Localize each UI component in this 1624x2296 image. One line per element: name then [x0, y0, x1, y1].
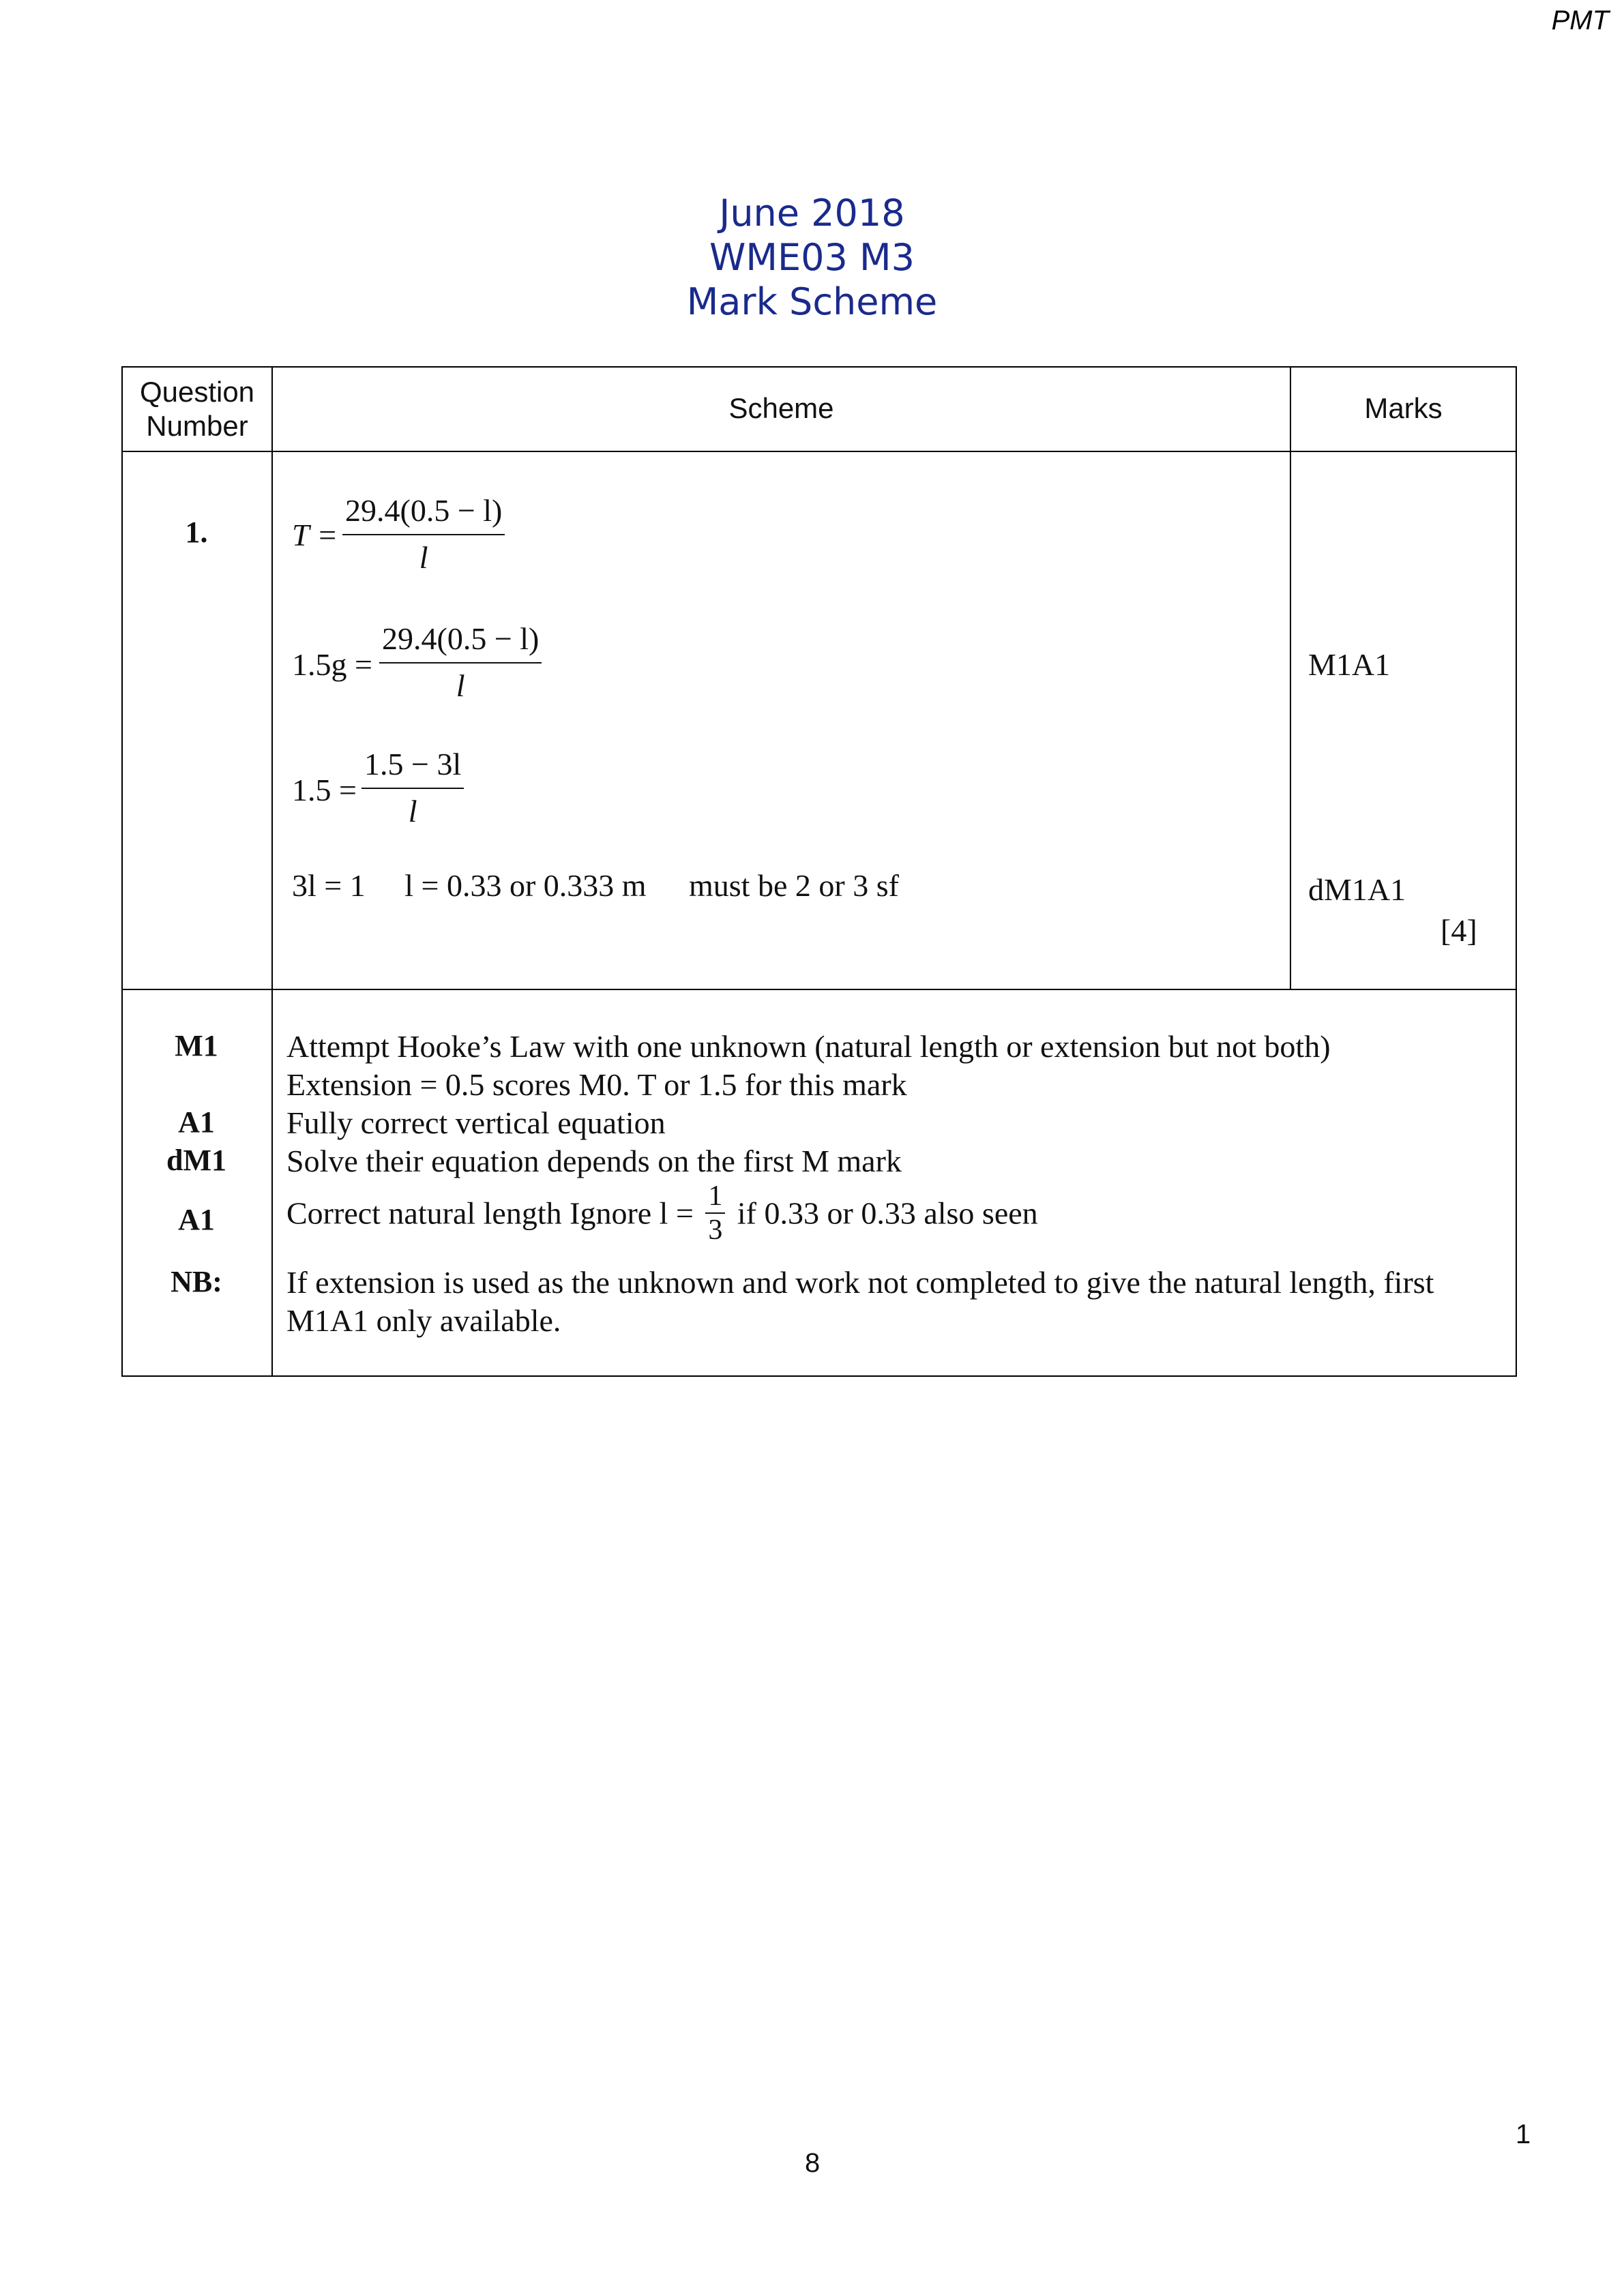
step2-fraction: [379, 621, 542, 704]
mark-total: [4]: [1441, 913, 1477, 948]
note-text: Solve their equation depends on the first M mark: [286, 1144, 902, 1178]
step1-lhs: T =: [292, 518, 338, 552]
column-divider-right: [1290, 366, 1291, 990]
note-text-before: Correct natural length Ignore l =: [286, 1195, 694, 1231]
step4-result: 3l = 1 l = 0.33 or 0.333 m: [292, 868, 647, 903]
step3-numerator: 1.5 − 3l: [361, 746, 464, 789]
mark-m1a1: M1A1: [1308, 647, 1391, 682]
step4-note: must be 2 or 3 sf: [689, 868, 899, 903]
note-code: NB:: [171, 1265, 222, 1298]
step3-fraction: [361, 746, 464, 829]
one-third-fraction: [705, 1180, 725, 1247]
step1-denominator: l: [419, 540, 428, 575]
question-number: 1.: [185, 516, 208, 549]
fraction-denominator: 3: [708, 1214, 723, 1246]
note-text-after: if 0.33 or 0.33 also seen: [737, 1195, 1038, 1231]
note-text: Extension = 0.5 scores M0. T or 1.5 for this mark: [286, 1067, 907, 1102]
column-divider-left: [271, 366, 273, 990]
step3-lhs: 1.5 =: [292, 773, 357, 807]
step2-lhs: 1.5g =: [292, 647, 372, 682]
header-scheme: Scheme: [728, 392, 834, 424]
note-text: If extension is used as the unknown and work not completed to give the natural length, first: [286, 1265, 1434, 1300]
fraction-numerator: 1: [705, 1180, 725, 1214]
note-code: A1: [178, 1105, 215, 1139]
notes-column-divider: [271, 989, 273, 1377]
mark-dm1a1: dM1A1: [1308, 872, 1406, 907]
title-name: Mark Scheme: [686, 280, 938, 323]
title-date: June 2018: [719, 192, 905, 235]
note-text: Fully correct vertical equation: [286, 1105, 666, 1140]
header-marks: Marks: [1364, 392, 1443, 424]
title-code: WME03 M3: [709, 236, 915, 279]
header-divider: [121, 451, 1517, 452]
page-number-center: 8: [805, 2148, 821, 2178]
note-text-with-fraction: [286, 1180, 1038, 1247]
step2-numerator: 29.4(0.5 − l): [379, 621, 542, 664]
step1-numerator: 29.4(0.5 − l): [342, 492, 505, 535]
step2-denominator: l: [456, 668, 465, 703]
note-code: A1: [178, 1203, 215, 1236]
note-code: M1: [175, 1029, 218, 1062]
corner-label: PMT: [1551, 5, 1609, 35]
step1-fraction: [342, 492, 505, 576]
header-question-number: Question Number: [139, 376, 255, 442]
step3-denominator: l: [408, 794, 417, 829]
note-code: dM1: [166, 1144, 226, 1177]
document-title: [0, 191, 1624, 324]
note-text: M1A1 only available.: [286, 1303, 561, 1338]
note-text: Attempt Hooke’s Law with one unknown (natural length or extension but not both): [286, 1029, 1331, 1064]
page-number-right: 1: [1516, 2119, 1531, 2149]
